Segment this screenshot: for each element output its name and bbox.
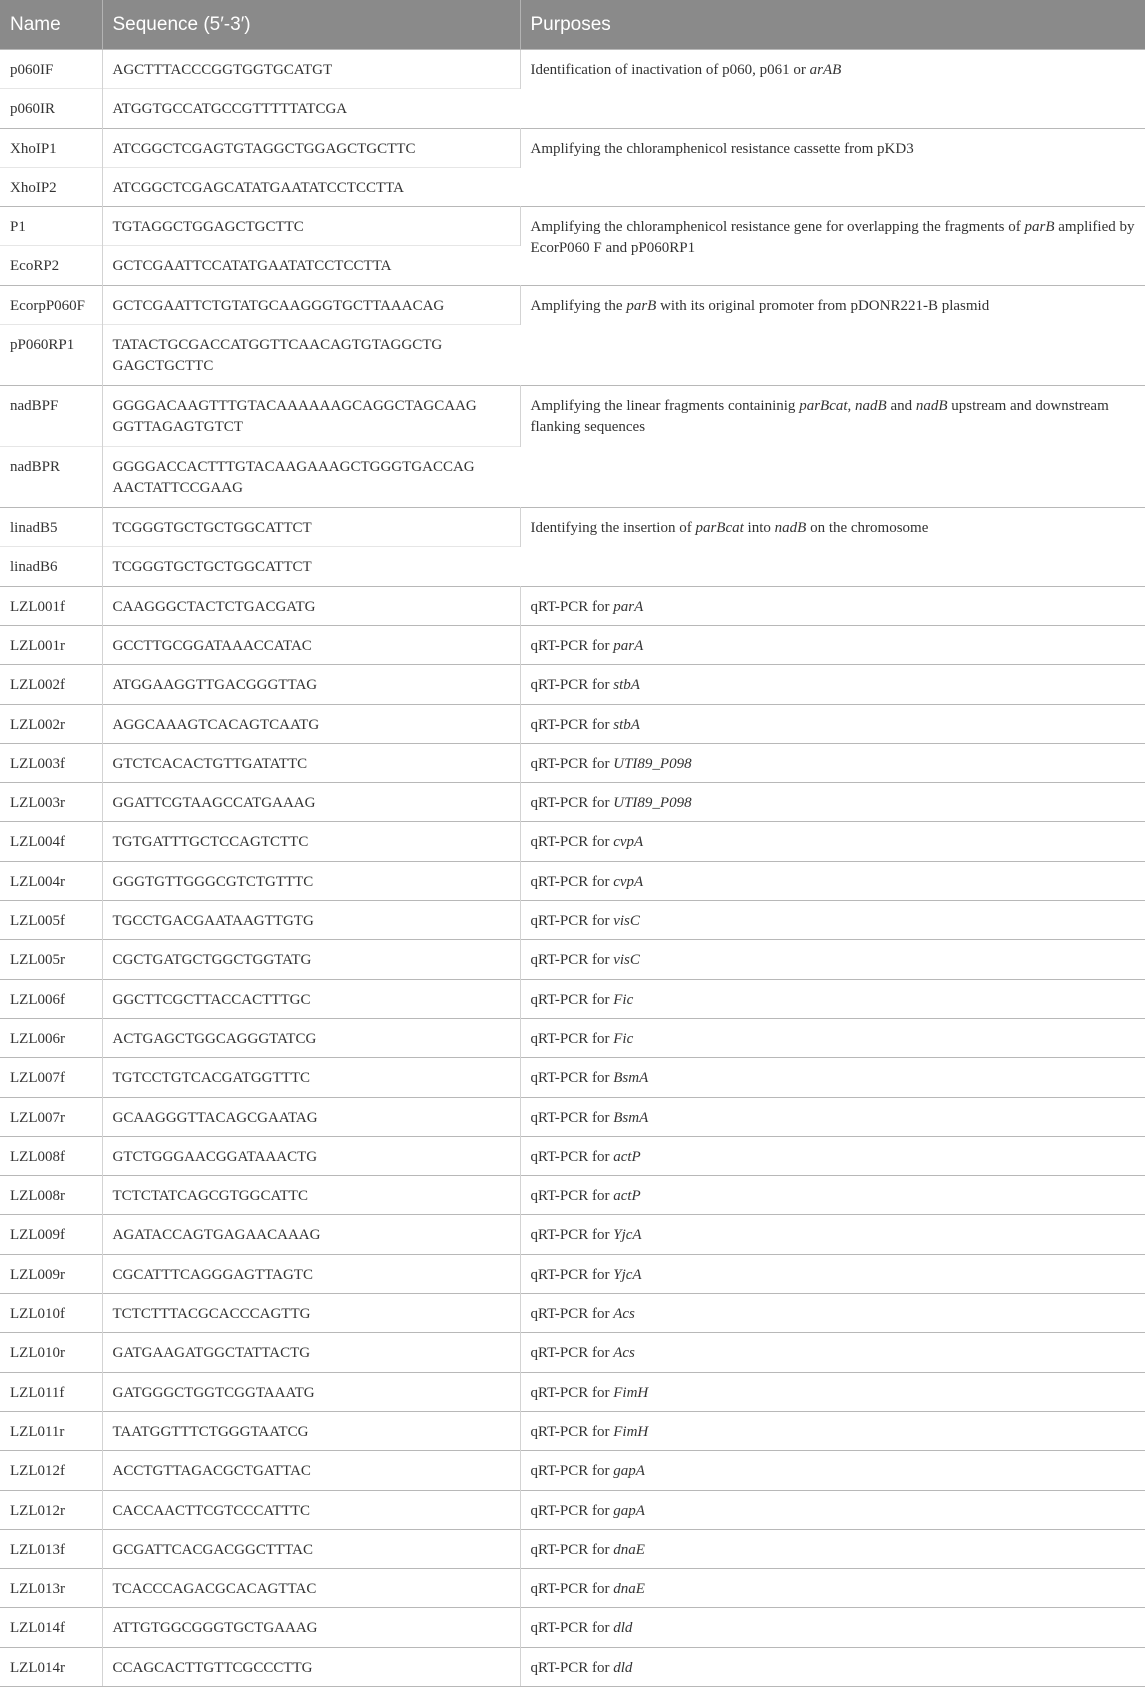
table-row <box>0 508 1145 547</box>
purpose-text: qRT-PCR for <box>530 1148 614 1165</box>
primer-sequence: ATCGGCTCGAGCATATGAATATCCTCCTTA <box>102 167 520 206</box>
primer-sequence: AGATACCAGTGAGAACAAAG <box>102 1215 520 1254</box>
table-row <box>0 1294 1145 1333</box>
table-row <box>0 861 1145 900</box>
gene-name: gapA <box>613 1502 645 1519</box>
primer-name: LZL010f <box>0 1294 102 1333</box>
gene-name: Acs <box>613 1306 635 1323</box>
gene-name: YjcA <box>613 1227 642 1244</box>
primer-sequence: GTCTCACACTGTTGATATTC <box>102 743 520 782</box>
gene-name: stbA <box>613 677 640 694</box>
table-row <box>0 1018 1145 1057</box>
gene-name: FimH <box>613 1423 649 1440</box>
gene-name: FimH <box>613 1384 649 1401</box>
primer-purpose <box>520 1647 1145 1686</box>
primer-sequence: GGGTGTTGGGCGTCTGTTTC <box>102 861 520 900</box>
primer-purpose <box>520 50 1145 129</box>
gene-name: actP <box>613 1188 641 1205</box>
table-body <box>0 50 1145 1687</box>
primer-name: LZL006f <box>0 979 102 1018</box>
primer-name: LZL001f <box>0 586 102 625</box>
table-row <box>0 783 1145 822</box>
primer-name: LZL006r <box>0 1018 102 1057</box>
primer-purpose <box>520 586 1145 625</box>
primer-purpose <box>520 861 1145 900</box>
primer-name: linadB6 <box>0 547 102 586</box>
primer-name: p060IF <box>0 50 102 89</box>
table-row <box>0 207 1145 246</box>
gene-name: UTI89_P098 <box>613 755 692 772</box>
primer-name: nadBPR <box>0 447 102 508</box>
purpose-text: qRT-PCR for <box>530 1502 614 1519</box>
primer-sequence: CACCAACTTCGTCCCATTTC <box>102 1490 520 1529</box>
primer-purpose <box>520 743 1145 782</box>
gene-name: stbA <box>613 716 640 733</box>
primer-sequence: GCTCGAATTCTGTATGCAAGGGTGCTTAAACAG <box>102 285 520 324</box>
purpose-text: qRT-PCR for <box>530 1384 614 1401</box>
table-row <box>0 901 1145 940</box>
header-sequence: Sequence (5′-3′) <box>102 0 520 50</box>
primer-sequence: ATGGAAGGTTGACGGGTTAG <box>102 665 520 704</box>
purpose-text: Amplifying the chloramphenicol resistance gene for overlapping the fragments of <box>530 219 1025 236</box>
purpose-text: qRT-PCR for <box>530 755 614 772</box>
primer-name: LZL002r <box>0 704 102 743</box>
primer-sequence: GCTCGAATTCCATATGAATATCCTCCTTA <box>102 246 520 285</box>
primer-name: nadBPF <box>0 386 102 447</box>
primer-sequence: GCAAGGGTTACAGCGAATAG <box>102 1097 520 1136</box>
primer-sequence: ATTGTGGCGGGTGCTGAAAG <box>102 1608 520 1647</box>
table-row <box>0 1647 1145 1686</box>
primer-sequence: CGCTGATGCTGGCTGGTATG <box>102 940 520 979</box>
purpose-text: qRT-PCR for <box>530 1423 614 1440</box>
purpose-text: Amplifying the linear fragments containinig <box>530 398 800 415</box>
purpose-text: Identification of inactivation of p060, p061 or <box>530 62 810 78</box>
gene-name: arAB <box>809 62 842 78</box>
primer-name: LZL011r <box>0 1411 102 1450</box>
primer-name: LZL014r <box>0 1647 102 1686</box>
primer-sequence: TCTCTTTACGCACCCAGTTG <box>102 1294 520 1333</box>
primer-name: p060IR <box>0 89 102 128</box>
table-row <box>0 979 1145 1018</box>
primer-name: LZL003r <box>0 783 102 822</box>
primer-sequence: CAAGGGCTACTCTGACGATG <box>102 586 520 625</box>
purpose-text: qRT-PCR for <box>530 873 614 890</box>
primer-name: XhoIP2 <box>0 167 102 206</box>
purpose-text: qRT-PCR for <box>530 834 614 851</box>
primer-purpose <box>520 1333 1145 1372</box>
purpose-text: qRT-PCR for <box>530 1188 614 1205</box>
table-row <box>0 586 1145 625</box>
primer-sequence: GGGGACCACTTTGTACAAGAAAGCTGGGTGACCAG AACTATTCCGAAG <box>102 447 520 508</box>
primer-purpose <box>520 1097 1145 1136</box>
table-header <box>0 0 1145 50</box>
table-row <box>0 1176 1145 1215</box>
gene-name: BsmA <box>613 1070 649 1087</box>
gene-name: parA <box>613 637 644 654</box>
table-row <box>0 1333 1145 1372</box>
gene-name: cvpA <box>613 873 644 890</box>
purpose-text: qRT-PCR for <box>530 677 614 694</box>
primer-name: LZL008f <box>0 1136 102 1175</box>
primer-sequence: ATGGTGCCATGCCGTTTTTATCGA <box>102 89 520 128</box>
primer-sequence: GGCTTCGCTTACCACTTTGC <box>102 979 520 1018</box>
primer-sequence: TCGGGTGCTGCTGGCATTCT <box>102 508 520 547</box>
primer-purpose <box>520 940 1145 979</box>
primer-purpose <box>520 1018 1145 1057</box>
primer-name: LZL004r <box>0 861 102 900</box>
primer-name: LZL013r <box>0 1569 102 1608</box>
primer-purpose <box>520 508 1145 587</box>
primer-name: LZL014f <box>0 1608 102 1647</box>
primer-purpose <box>520 901 1145 940</box>
primer-name: LZL012r <box>0 1490 102 1529</box>
primer-purpose <box>520 285 1145 385</box>
gene-name: parA <box>613 598 644 615</box>
primer-name: LZL004f <box>0 822 102 861</box>
purpose-text: qRT-PCR for <box>530 1581 614 1598</box>
primer-name: EcorpP060F <box>0 285 102 324</box>
primer-sequence: CCAGCACTTGTTCGCCCTTG <box>102 1647 520 1686</box>
table-row <box>0 1569 1145 1608</box>
table-row <box>0 50 1145 89</box>
primer-purpose <box>520 1569 1145 1608</box>
gene-name: parB <box>1024 219 1055 236</box>
primer-sequence: TGCCTGACGAATAAGTTGTG <box>102 901 520 940</box>
purpose-text: qRT-PCR for <box>530 1463 614 1480</box>
primer-name: XhoIP1 <box>0 128 102 167</box>
gene-name: YjcA <box>613 1266 642 1283</box>
header-name: Name <box>0 0 102 50</box>
table-row <box>0 704 1145 743</box>
table-row <box>0 1097 1145 1136</box>
purpose-text: qRT-PCR for <box>530 795 614 812</box>
gene-name: dnaE <box>613 1541 645 1558</box>
primer-sequence: ACCTGTTAGACGCTGATTAC <box>102 1451 520 1490</box>
table-row <box>0 128 1145 167</box>
purpose-text: qRT-PCR for <box>530 952 614 969</box>
gene-name: actP <box>613 1148 641 1165</box>
header-row <box>0 0 1145 50</box>
table-row <box>0 1529 1145 1568</box>
gene-name: parBcat <box>799 398 848 415</box>
purpose-text: amplified by EcorP060 F and pP060RP1 <box>530 219 1135 257</box>
purpose-text: qRT-PCR for <box>530 1109 614 1126</box>
table-row <box>0 625 1145 664</box>
primer-sequence: TGTCCTGTCACGATGGTTTC <box>102 1058 520 1097</box>
primer-sequence: ACTGAGCTGGCAGGGTATCG <box>102 1018 520 1057</box>
purpose-text: qRT-PCR for <box>530 1659 614 1676</box>
table-row <box>0 285 1145 324</box>
purpose-text: Amplifying the chloramphenicol resistance cassette from pKD3 <box>530 140 914 157</box>
primer-name: LZL005f <box>0 901 102 940</box>
table-row <box>0 665 1145 704</box>
purpose-text: qRT-PCR for <box>530 716 614 733</box>
primer-sequence: GTCTGGGAACGGATAAACTG <box>102 1136 520 1175</box>
primer-purpose <box>520 1215 1145 1254</box>
gene-name: UTI89_P098 <box>613 795 692 812</box>
primer-purpose <box>520 1058 1145 1097</box>
primer-sequence: ATCGGCTCGAGTGTAGGCTGGAGCTGCTTC <box>102 128 520 167</box>
primer-name: LZL009r <box>0 1254 102 1293</box>
primer-name: LZL007r <box>0 1097 102 1136</box>
header-purposes: Purposes <box>520 0 1145 50</box>
table-row <box>0 743 1145 782</box>
primer-name: LZL008r <box>0 1176 102 1215</box>
primer-sequence: TAATGGTTTCTGGGTAATCG <box>102 1411 520 1450</box>
gene-name: Fic <box>613 1030 634 1047</box>
primer-name: LZL013f <box>0 1529 102 1568</box>
primer-sequence: TCGGGTGCTGCTGGCATTCT <box>102 547 520 586</box>
primer-name: linadB5 <box>0 508 102 547</box>
gene-name: dld <box>613 1659 633 1676</box>
gene-name: nadB <box>855 398 887 415</box>
gene-name: nadB <box>915 398 948 415</box>
purpose-text: qRT-PCR for <box>530 1620 614 1637</box>
purpose-text: qRT-PCR for <box>530 1227 614 1244</box>
purpose-text: qRT-PCR for <box>530 598 614 615</box>
primer-purpose <box>520 783 1145 822</box>
gene-name: dnaE <box>613 1581 645 1598</box>
primer-sequence: GATGGGCTGGTCGGTAAATG <box>102 1372 520 1411</box>
gene-name: nadB <box>774 520 807 537</box>
primer-name: EcoRP2 <box>0 246 102 285</box>
gene-name: visC <box>613 913 640 930</box>
primer-name: LZL005r <box>0 940 102 979</box>
primer-purpose <box>520 704 1145 743</box>
table-row <box>0 1136 1145 1175</box>
purpose-text: upstream and downstream flanking sequences <box>530 398 1109 436</box>
table-row <box>0 1490 1145 1529</box>
primer-sequence: TCACCCAGACGCACAGTTAC <box>102 1569 520 1608</box>
gene-name: parB <box>626 297 657 314</box>
gene-name: gapA <box>613 1463 645 1480</box>
purpose-text: Amplifying the <box>530 297 627 314</box>
primer-name: LZL003f <box>0 743 102 782</box>
primer-name: LZL010r <box>0 1333 102 1372</box>
primer-name: P1 <box>0 207 102 246</box>
primer-purpose <box>520 1372 1145 1411</box>
purpose-text: qRT-PCR for <box>530 1306 614 1323</box>
primer-purpose <box>520 1294 1145 1333</box>
gene-name: dld <box>613 1620 633 1637</box>
primer-name: LZL001r <box>0 625 102 664</box>
primer-purpose <box>520 1608 1145 1647</box>
primer-name: LZL011f <box>0 1372 102 1411</box>
purpose-text: qRT-PCR for <box>530 1070 614 1087</box>
primer-sequence: AGCTTTACCCGGTGGTGCATGT <box>102 50 520 89</box>
table-row <box>0 822 1145 861</box>
primer-purpose <box>520 1254 1145 1293</box>
primer-name: pP060RP1 <box>0 325 102 386</box>
purpose-text: Identifying the insertion of <box>530 520 696 537</box>
purpose-text: qRT-PCR for <box>530 637 614 654</box>
purpose-text: qRT-PCR for <box>530 991 614 1008</box>
primer-purpose <box>520 386 1145 508</box>
primer-purpose <box>520 1411 1145 1450</box>
table-row <box>0 1372 1145 1411</box>
primer-purpose <box>520 1451 1145 1490</box>
purpose-text: and <box>886 398 916 415</box>
table-row <box>0 1608 1145 1647</box>
primer-sequence: TCTCTATCAGCGTGGCATTC <box>102 1176 520 1215</box>
primer-name: LZL007f <box>0 1058 102 1097</box>
primer-sequence: GATGAAGATGGCTATTACTG <box>102 1333 520 1372</box>
gene-name: visC <box>613 952 640 969</box>
purpose-text: qRT-PCR for <box>530 1266 614 1283</box>
gene-name: Fic <box>613 991 634 1008</box>
primer-purpose <box>520 1136 1145 1175</box>
purpose-text: with its original promoter from pDONR221-B plasmid <box>656 297 990 314</box>
purpose-text: qRT-PCR for <box>530 1030 614 1047</box>
gene-name: cvpA <box>613 834 644 851</box>
primer-purpose <box>520 1176 1145 1215</box>
primer-purpose <box>520 625 1145 664</box>
primer-name: LZL009f <box>0 1215 102 1254</box>
primer-name: LZL002f <box>0 665 102 704</box>
table-row <box>0 940 1145 979</box>
purpose-text: qRT-PCR for <box>530 913 614 930</box>
primer-purpose <box>520 665 1145 704</box>
table-row <box>0 386 1145 447</box>
primer-sequence: TATACTGCGACCATGGTTCAACAGTGTAGGCTG GAGCTGCTTC <box>102 325 520 386</box>
primer-purpose <box>520 1490 1145 1529</box>
purpose-text: qRT-PCR for <box>530 1541 614 1558</box>
purpose-text: , <box>847 398 856 415</box>
primer-purpose <box>520 207 1145 286</box>
primer-sequence: GCGATTCACGACGGCTTTAC <box>102 1529 520 1568</box>
table-row <box>0 1215 1145 1254</box>
primer-purpose <box>520 1529 1145 1568</box>
primer-purpose <box>520 822 1145 861</box>
primer-sequence: GCCTTGCGGATAAACCATAC <box>102 625 520 664</box>
primer-sequence: AGGCAAAGTCACAGTCAATG <box>102 704 520 743</box>
primer-sequence: TGTAGGCTGGAGCTGCTTC <box>102 207 520 246</box>
table-row <box>0 1411 1145 1450</box>
purpose-text: on the chromosome <box>806 520 929 537</box>
purpose-text: qRT-PCR for <box>530 1345 614 1362</box>
primer-sequence: CGCATTTCAGGGAGTTAGTC <box>102 1254 520 1293</box>
purpose-text: into <box>743 520 775 537</box>
primer-name: LZL012f <box>0 1451 102 1490</box>
gene-name: BsmA <box>613 1109 649 1126</box>
primer-sequence: TGTGATTTGCTCCAGTCTTC <box>102 822 520 861</box>
gene-name: Acs <box>613 1345 635 1362</box>
primer-purpose <box>520 128 1145 207</box>
primer-sequence: GGGGACAAGTTTGTACAAAAAAGCAGGCTAGCAAG GGTTAGAGTGTCT <box>102 386 520 447</box>
primer-sequence: GGATTCGTAAGCCATGAAAG <box>102 783 520 822</box>
table-row <box>0 1254 1145 1293</box>
primer-purpose <box>520 979 1145 1018</box>
gene-name: parBcat <box>695 520 744 537</box>
table-row <box>0 1058 1145 1097</box>
table-row <box>0 1451 1145 1490</box>
